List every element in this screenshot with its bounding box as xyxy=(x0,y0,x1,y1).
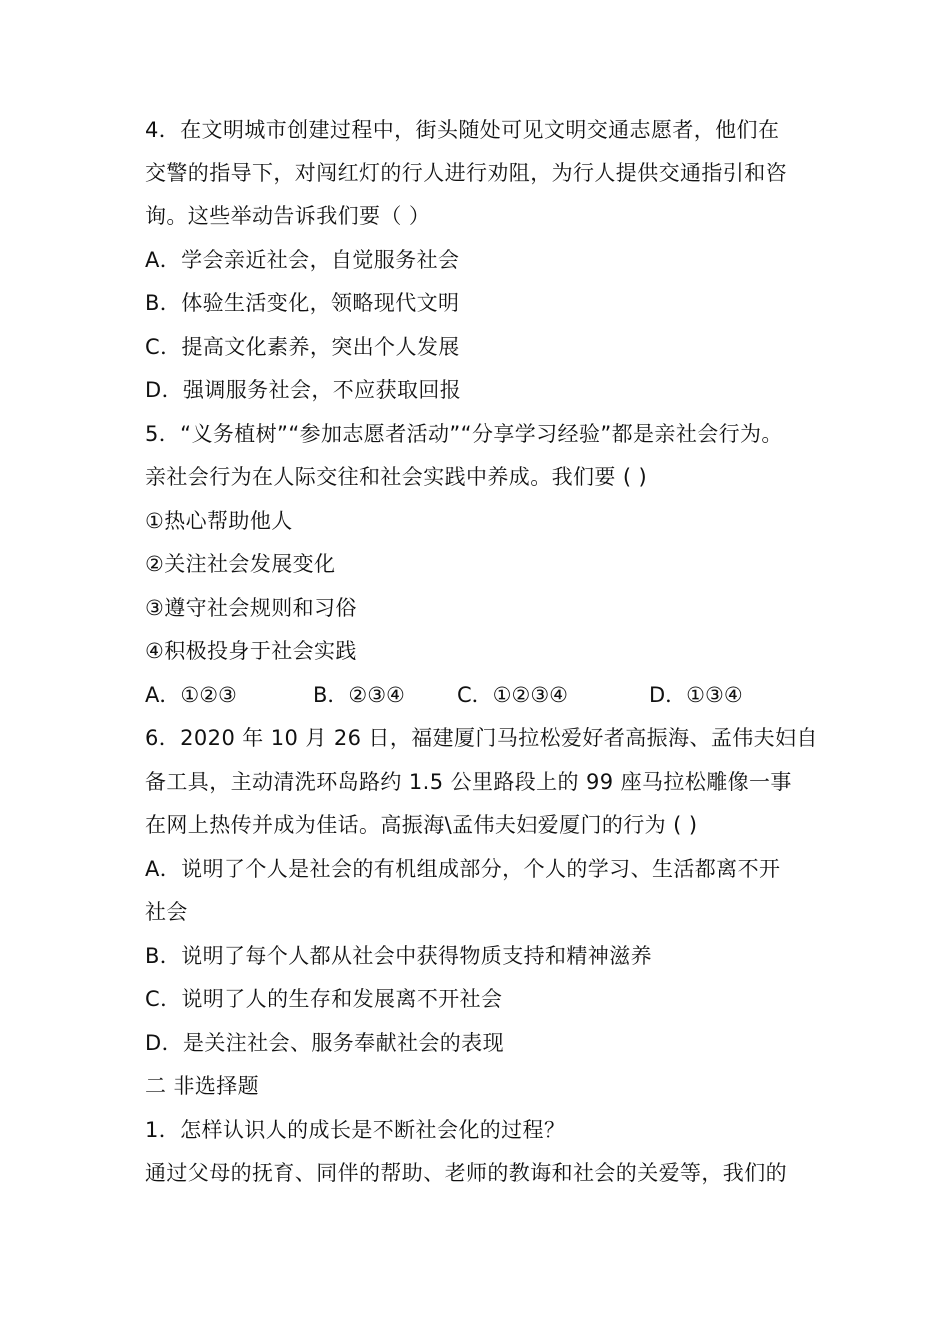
section2-answer-line-1: 通过父母的抚育、同伴的帮助、老师的教诲和社会的关爱等，我们的 xyxy=(145,1161,787,1185)
q4-option-a: A．学会亲近社会，自觉服务社会 xyxy=(145,248,460,272)
q5-stem-line-2: 亲社会行为在人际交往和社会实践中养成。我们要 ( ) xyxy=(145,465,648,489)
q5-item-3: ③遵守社会规则和习俗 xyxy=(145,596,357,620)
q6-option-b: B．说明了每个人都从社会中获得物质支持和精神滋养 xyxy=(145,944,653,968)
q5-stem-line-1: 5．“义务植树”“参加志愿者活动”“分享学习经验”都是亲社会行为。 xyxy=(145,422,783,446)
section-heading: 二 非选择题 xyxy=(145,1074,260,1098)
section2-question-1: 1．怎样认识人的成长是不断社会化的过程？ xyxy=(145,1118,566,1142)
q6-stem-line-3: 在网上热传并成为佳话。高振海\孟伟夫妇爱厦门的行为 ( ) xyxy=(145,813,698,837)
q4-option-b: B．体验生活变化，领略现代文明 xyxy=(145,291,460,315)
q5-item-1: ①热心帮助他人 xyxy=(145,509,293,533)
q4-stem-line-1: 4．在文明城市创建过程中，街头随处可见文明交通志愿者，他们在 xyxy=(145,118,780,142)
q4-stem-line-2: 交警的指导下，对闯红灯的行人进行劝阻，为行人提供交通指引和咨 xyxy=(145,161,787,185)
q5-item-4: ④积极投身于社会实践 xyxy=(145,639,357,663)
q6-option-a: A．说明了个人是社会的有机组成部分，个人的学习、生活都离不开 xyxy=(145,857,781,881)
q6-stem-line-2: 备工具，主动清洗环岛路约 1.5 公里路段上的 99 座马拉松雕像一事 xyxy=(145,770,792,794)
q4-option-d: D．强调服务社会，不应获取回报 xyxy=(145,378,462,402)
q5-option-a: A．①②③ xyxy=(145,683,237,707)
q5-option-b: B．②③④ xyxy=(313,683,405,707)
q5-option-c: C．①②③④ xyxy=(457,683,568,707)
q5-item-2: ②关注社会发展变化 xyxy=(145,552,336,576)
q6-option-a-continued: 社会 xyxy=(145,900,188,924)
q6-option-c: C．说明了人的生存和发展离不开社会 xyxy=(145,987,503,1011)
q5-option-d: D．①③④ xyxy=(649,683,743,707)
q4-option-c: C．提高文化素养，突出个人发展 xyxy=(145,335,460,359)
q6-stem-line-1: 6．2020 年 10 月 26 日，福建厦门马拉松爱好者高振海、孟伟夫妇自 xyxy=(145,726,818,750)
q4-stem-line-3: 询。这些举动告诉我们要（ ） xyxy=(145,204,431,228)
q6-option-d: D．是关注社会、服务奉献社会的表现 xyxy=(145,1031,504,1055)
